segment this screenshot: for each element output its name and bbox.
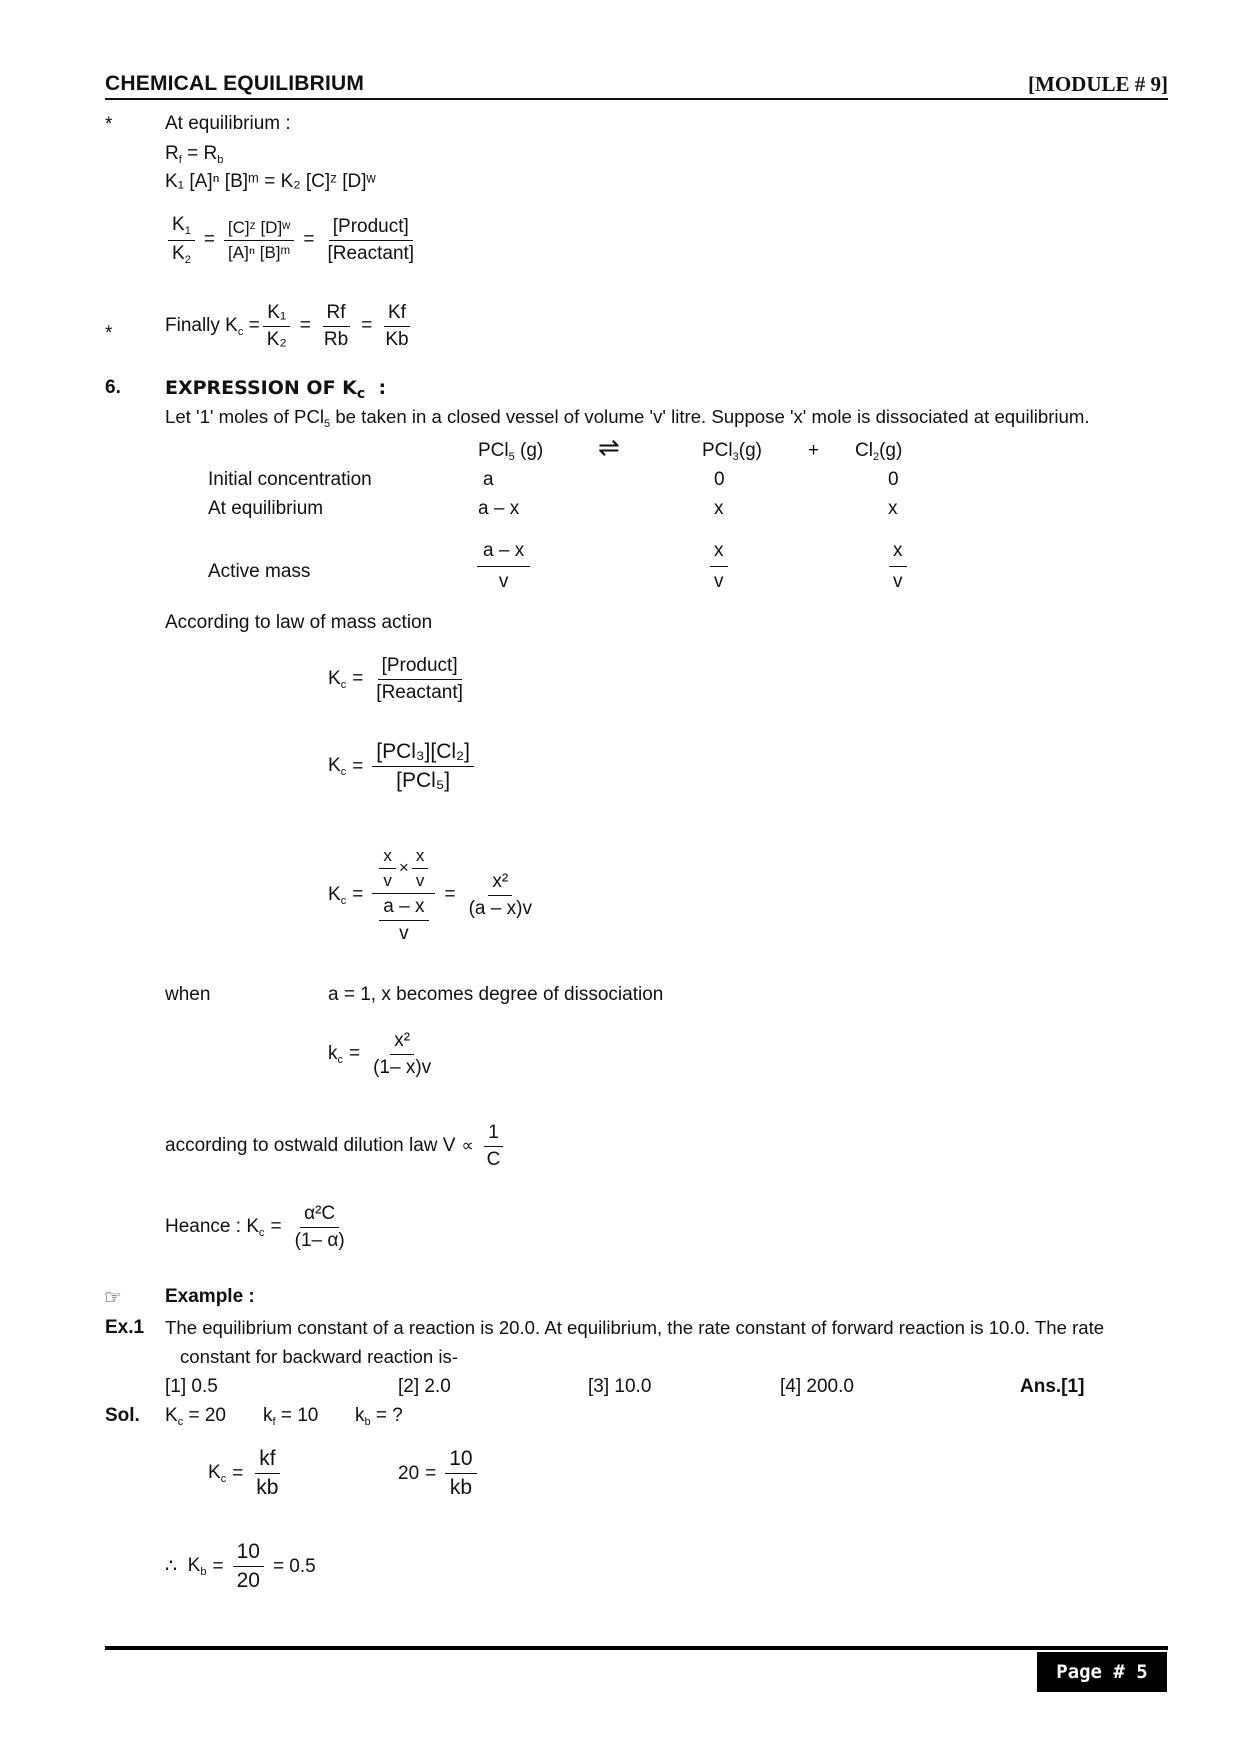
answer: Ans.[1] <box>1020 1376 1085 1397</box>
ratio-equation: $\frac{K_1}{K_2}$ = $\frac{\text{[C]ᶻ [D]ʷ}}{\text{[A]ⁿ [B]ᵐ}}$ = $\frac{\text{[Product]}}{\text{[Reactant]}}$ <box>165 214 421 266</box>
equilibrium-arrow-icon: ⇌ <box>598 432 618 462</box>
at-equilibrium-text: At equilibrium : <box>165 113 291 134</box>
kc-x-v-expression: $K_c$ = $\frac{x}{v}$ × $\frac{x}{v}$ $\frac{a - x}{v}$ = $\frac{\text{x²}}{(a - x)v}$ <box>328 846 532 944</box>
product-pcl3: PCl$_3$(g) <box>702 440 762 463</box>
option-2: [2] 2.0 <box>398 1376 451 1397</box>
sol-eq-kc-kf-kb: $K_c$ = $\frac{kf}{kb}$ <box>208 1447 279 1500</box>
k1-over-k2: $\frac{K_1}{K_2}$ <box>168 214 195 266</box>
given-kf: $k_f = 10$ <box>263 1405 319 1428</box>
kc-degree-expression: $k_c$ = $\frac{\text{x²}}{(1- x)v}$ <box>328 1030 432 1078</box>
question-line-1: The equilibrium constant of a reaction is 20.0. At equilibrium, the rate constant of forward reaction is 10.0. The rate <box>165 1317 1105 1338</box>
product-cl2: $Cl_2(g)$ <box>855 440 903 463</box>
row-label-initial: Initial concentration <box>208 469 372 490</box>
active-mass-cl2: $\frac{x}{v}$ <box>886 540 910 593</box>
option-3: [3] 10.0 <box>588 1376 652 1397</box>
page-number-badge: Page # 5 <box>1037 1652 1167 1692</box>
concentration-ratio: $\frac{\text{[C]ᶻ [D]ʷ}}{\text{[A]ⁿ [B]ᵐ}}$ <box>224 218 294 262</box>
rate-law-equation: K₁ [A]ⁿ [B]ᵐ = K₂ [C]ᶻ [D]ʷ <box>165 171 376 192</box>
given-kc: $K_c = 20$ <box>165 1405 226 1428</box>
module-label: [MODULE # 9] <box>1028 72 1168 96</box>
row-label-active-mass: Active mass <box>208 561 311 582</box>
page-header-title: CHEMICAL EQUILIBRIUM <box>105 72 365 95</box>
cell-eq-cl2: x <box>888 498 898 519</box>
kc-pcl-expression: $K_c$ = $\frac{\text{[PCl₃][Cl₂]}}{\text{[PCl₅]}}$ <box>328 740 477 793</box>
kc-product-reactant: $K_c$ = $\frac{\text{[Product]}}{\text{[Reactant]}}$ <box>328 655 463 703</box>
given-kb: $k_b$ = ? <box>355 1405 403 1428</box>
bullet-star: * <box>105 114 113 135</box>
example-heading: Example : <box>165 1286 255 1307</box>
rate-equality: $R_f = R_b$ <box>165 143 224 166</box>
plus-sign: + <box>808 440 820 461</box>
section-paragraph: Let '1' moles of PCl$_5$ be taken in a closed vessel of volume 'v' litre. Suppose 'x' mole is dissociated at equilibrium. <box>165 406 1090 430</box>
header-rule <box>105 98 1168 100</box>
example-label: Ex.1 <box>105 1317 145 1338</box>
law-of-mass-action-text: According to law of mass action <box>165 612 433 633</box>
question-line-2: constant for backward reaction is- <box>180 1346 458 1367</box>
hence-kc-expression: Heance : $K_c$ = $\frac{\text{α²C}}{(1- \alpha)}$ <box>165 1203 345 1251</box>
when-text: a = 1, x becomes degree of dissociation <box>328 984 664 1005</box>
cell-initial-cl2: 0 <box>888 469 899 490</box>
when-label: when <box>165 984 211 1005</box>
ostwald-law: according to ostwald dilution law V ∝ $\frac{1}{C}$ <box>165 1122 507 1171</box>
option-1: [1] 0.5 <box>165 1376 218 1397</box>
finally-kc-equation: Finally $K_c$ = $\frac{\text{K₁}}{\text{K₂}}$ = $\frac{Rf}{Rb}$ = $\frac{Kf}{Kb}$ <box>165 302 409 350</box>
bullet-star: * <box>105 323 113 344</box>
solution-label: Sol. <box>105 1405 140 1426</box>
cell-eq-reactant: a – x <box>478 498 520 519</box>
sol-eq-20: 20 = $\frac{10}{kb}$ <box>398 1447 480 1500</box>
active-mass-reactant: $\frac{a - x}{v}$ <box>474 540 533 593</box>
pointing-hand-icon: ☞ <box>104 1287 122 1309</box>
sol-eq-kb-result: ∴ $K_b$ = $\frac{10}{20}$ = 0.5 <box>165 1540 316 1593</box>
active-mass-pcl3: $\frac{x}{v}$ <box>707 540 731 593</box>
cell-initial-reactant: a <box>483 469 494 490</box>
cell-eq-pcl3: x <box>714 498 724 519</box>
reactant-pcl5: PCl$_5$ (g) <box>478 440 544 463</box>
section-title: EXPRESSION OF $K_c$ : <box>165 377 387 402</box>
cell-initial-pcl3: 0 <box>714 469 725 490</box>
row-label-equilibrium: At equilibrium <box>208 498 324 519</box>
section-number: 6. <box>105 377 121 398</box>
footer-rule <box>105 1646 1168 1650</box>
option-4: [4] 200.0 <box>780 1376 854 1397</box>
product-reactant-ratio: $\frac{\text{[Product]}}{\text{[Reactant]}}$ <box>327 215 415 264</box>
